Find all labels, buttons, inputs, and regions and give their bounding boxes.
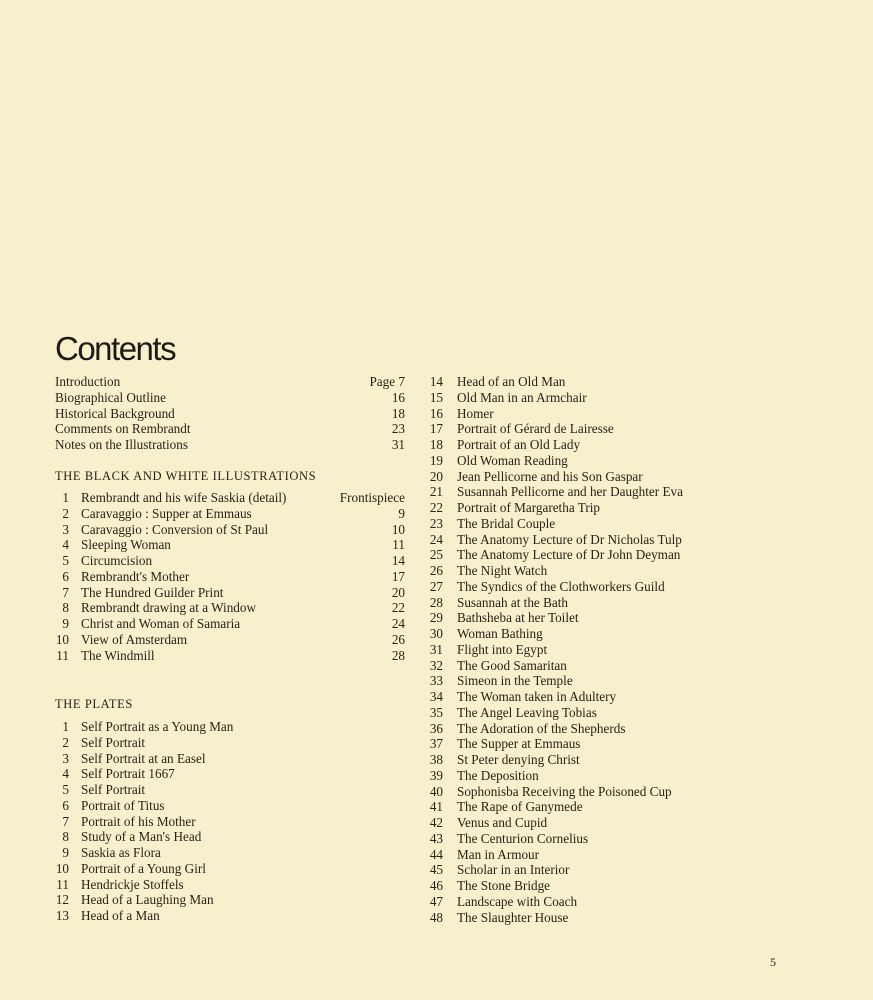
entry-title: Scholar in an Interior [457,862,570,878]
entry-title: Sophonisba Receiving the Poisoned Cup [457,783,672,799]
entry-title: Circumcision [81,553,153,568]
entry-title: Study of a Man's Head [81,829,202,845]
entry-title: Self Portrait as a Young Man [81,719,234,734]
entry-number: 2 [62,734,69,750]
entry-number: 40 [429,783,443,799]
plate-entry [55,814,405,830]
entry-title: St Peter denying Christ [457,752,580,767]
entry-title: Old Man in an Armchair [457,389,587,405]
entry-title: Rembrandt's Mother [81,568,190,584]
entry-title: Rembrandt and his wife Saskia (detail) [81,490,287,505]
entry-number: 48 [429,909,443,925]
plate-entry [429,516,749,532]
entry-title: The Stone Bridge [457,878,551,893]
entry-number: 4 [62,766,69,782]
entry-number: 8 [62,829,69,845]
entry-page: 23 [391,421,405,437]
plate-entry [429,721,749,737]
plate-entry [429,421,749,437]
entry-number: 42 [429,815,443,830]
entry-page: 20 [391,584,405,600]
entry-title: The Bridal Couple [457,515,556,531]
plate-entry [429,658,749,674]
plate-entry [429,705,749,721]
plate-entry [55,829,405,845]
entry-title: The Angel Leaving Tobias [457,704,597,720]
entry-title: The Good Samaritan [457,657,567,673]
entry-title: Susannah at the Bath [457,594,568,610]
bw-entry [55,632,405,648]
bw-entry [55,490,405,506]
entry-number: 17 [429,421,443,437]
plate-entry [55,908,405,924]
bw-entry [55,553,405,569]
entry-number: 20 [429,468,443,484]
entry-number: 4 [62,537,69,553]
plate-entry [429,484,749,500]
entry-number: 1 [62,719,69,734]
plate-entry [429,595,749,611]
plate-entry [429,689,749,705]
plate-entry [55,719,405,735]
entry-page: 10 [391,521,405,537]
plate-entry [55,798,405,814]
plate-entry [55,861,405,877]
entry-title: Saskia as Flora [81,845,161,860]
entry-title: Homer [457,405,494,421]
entry-page: 17 [391,568,405,584]
entry-number: 9 [62,845,69,860]
entry-number: 32 [429,657,443,673]
plate-entry [429,799,749,815]
entry-number: 33 [429,673,443,689]
entry-number: 1 [62,490,69,505]
entry-title: Portrait of an Old Lady [457,437,581,452]
entry-number: 38 [429,752,443,767]
plate-entry [429,752,749,768]
page-number: 5 [770,955,776,969]
entry-title: Portrait of a Young Girl [81,860,206,876]
plate-entry [429,437,749,453]
entry-number: 27 [429,578,443,594]
plate-entry [429,862,749,878]
plate-entry [55,877,405,893]
entry-page: Page 7 [369,374,405,389]
entry-title: The Hundred Guilder Print [81,584,224,600]
entry-number: 15 [429,389,443,405]
plate-entry [429,626,749,642]
entry-number: 10 [55,860,69,876]
entry-title: Simeon in the Temple [457,673,573,689]
entry-title: Venus and Cupid [457,815,548,830]
bw-entry [55,648,405,664]
entry-number: 29 [429,610,443,626]
entry-title: Susannah Pellicorne and her Daughter Eva [457,484,683,500]
entry-number: 35 [429,704,443,720]
entry-number: 24 [429,531,443,547]
entry-title: Biographical Outline [55,389,166,405]
plate-entry [55,892,405,908]
entry-title: View of Amsterdam [81,631,188,647]
plate-entry [429,910,749,926]
plate-entry [429,847,749,863]
entry-title: Man in Armour [457,846,540,862]
plate-entry [429,768,749,784]
entry-title: Woman Bathing [457,626,543,641]
entry-number: 5 [62,553,69,568]
intro-entry [55,437,405,453]
plate-entry [429,453,749,469]
entry-number: 47 [429,893,443,909]
entry-title: Notes on the Illustrations [55,437,188,452]
entry-number: 34 [429,689,443,704]
entry-page: 28 [391,647,405,663]
entry-page: 24 [391,616,405,631]
entry-title: Hendrickje Stoffels [81,876,184,892]
entry-title: Caravaggio : Supper at Emmaus [81,505,252,521]
entry-number: 5 [62,782,69,797]
entry-page: Frontispiece [339,490,405,505]
entry-number: 21 [429,484,443,500]
entry-number: 19 [429,452,443,468]
entry-number: 25 [429,547,443,563]
entry-number: 26 [429,563,443,578]
intro-entry [55,406,405,422]
plate-entry [55,782,405,798]
bw-entry [55,600,405,616]
entry-number: 3 [62,521,69,537]
bw-entry [55,522,405,538]
entry-title: The Slaughter House [457,909,569,925]
entry-title: Portrait of Gérard de Lairesse [457,421,614,437]
bw-entry [55,616,405,632]
entry-title: Head of a Laughing Man [81,892,214,908]
bw-entry [55,585,405,601]
entry-title: Landscape with Coach [457,893,578,909]
entry-title: Head of a Man [81,908,160,923]
entry-page: 26 [391,631,405,647]
entry-title: The Anatomy Lecture of Dr John Deyman [457,547,681,563]
bw-entry [55,537,405,553]
plate-entry [55,845,405,861]
entry-title: The Windmill [81,647,155,663]
entry-number: 23 [429,515,443,531]
entry-title: The Woman taken in Adultery [457,689,617,704]
entry-page: 18 [391,405,405,421]
entry-number: 11 [56,876,69,892]
plates-section-heading: THE PLATES [55,697,133,711]
entry-number: 18 [429,437,443,452]
entry-title: Self Portrait 1667 [81,766,175,782]
entry-title: Portrait of his Mother [81,813,196,829]
entry-title: The Deposition [457,767,539,783]
entry-number: 43 [429,830,443,846]
entry-title: Old Woman Reading [457,452,568,468]
entry-number: 7 [62,584,69,600]
entry-number: 16 [429,405,443,421]
entry-title: Self Portrait [81,734,146,750]
entry-number: 10 [55,631,69,647]
entry-title: The Adoration of the Shepherds [457,720,626,736]
entry-page: 11 [392,537,405,553]
plate-entry [429,878,749,894]
plate-entry [429,390,749,406]
entry-number: 13 [55,908,69,923]
entry-number: 28 [429,594,443,610]
plate-entry [429,736,749,752]
entry-number: 12 [55,892,69,908]
entry-number: 31 [429,641,443,657]
plate-entry [429,784,749,800]
intro-entry [55,421,405,437]
plate-entry [55,766,405,782]
plate-entry [429,579,749,595]
plate-entry [429,815,749,831]
entry-title: Jean Pellicorne and his Son Gaspar [457,468,643,484]
entry-number: 30 [429,626,443,641]
entry-number: 6 [62,797,69,813]
entry-title: Comments on Rembrandt [55,421,191,437]
entry-title: Sleeping Woman [81,537,171,553]
entry-title: The Supper at Emmaus [457,736,581,752]
entry-number: 14 [429,374,443,389]
entry-number: 39 [429,767,443,783]
plate-entry [429,831,749,847]
entry-page: 9 [398,505,405,521]
bw-entry [55,569,405,585]
entry-title: Portrait of Titus [81,797,165,813]
plate-entry [429,673,749,689]
entry-title: Flight into Egypt [457,641,548,657]
entry-page: 14 [391,553,405,568]
entry-number: 11 [56,647,69,663]
entry-title: Self Portrait at an Easel [81,750,206,766]
entry-number: 8 [62,600,69,616]
entry-title: The Centurion Cornelius [457,830,589,846]
entry-title: Portrait of Margaretha Trip [457,500,600,515]
entry-page: 16 [391,389,405,405]
entry-title: The Night Watch [457,563,548,578]
entry-number: 22 [429,500,443,515]
bw-entry [55,506,405,522]
bw-section-heading: THE BLACK AND WHITE ILLUSTRATIONS [55,469,317,483]
entry-title: Christ and Woman of Samaria [81,616,241,631]
entry-title: Head of an Old Man [457,374,566,389]
plate-entry [429,563,749,579]
plate-entry [55,751,405,767]
entry-page: 22 [391,600,405,616]
entry-title: Introduction [55,374,121,389]
entry-title: Self Portrait [81,782,146,797]
entry-number: 46 [429,878,443,893]
plate-entry [429,374,749,390]
intro-entry [55,390,405,406]
plate-entry [429,500,749,516]
entry-number: 45 [429,862,443,878]
entry-title: Bathsheba at her Toilet [457,610,579,626]
plate-entry [429,642,749,658]
entry-number: 37 [429,736,443,752]
plate-entry [429,469,749,485]
entry-title: The Syndics of the Clothworkers Guild [457,578,665,594]
entry-number: 6 [62,568,69,584]
intro-entry [55,374,405,390]
plate-entry [429,406,749,422]
plate-entry [429,532,749,548]
entry-number: 44 [429,846,443,862]
entry-number: 3 [62,750,69,766]
entry-title: Caravaggio : Conversion of St Paul [81,521,269,537]
entry-number: 9 [62,616,69,631]
entry-title: The Anatomy Lecture of Dr Nicholas Tulp [457,531,682,547]
plate-entry [429,610,749,626]
entry-title: Rembrandt drawing at a Window [81,600,257,616]
entry-number: 7 [62,813,69,829]
plate-entry [55,735,405,751]
entry-number: 41 [429,799,443,815]
plate-entry [429,894,749,910]
entry-number: 2 [62,505,69,521]
page-title: Contents [55,330,176,367]
plate-entry [429,547,749,563]
entry-title: Historical Background [55,405,175,421]
entry-number: 36 [429,720,443,736]
entry-title: The Rape of Ganymede [457,799,583,815]
entry-page: 31 [391,437,405,452]
